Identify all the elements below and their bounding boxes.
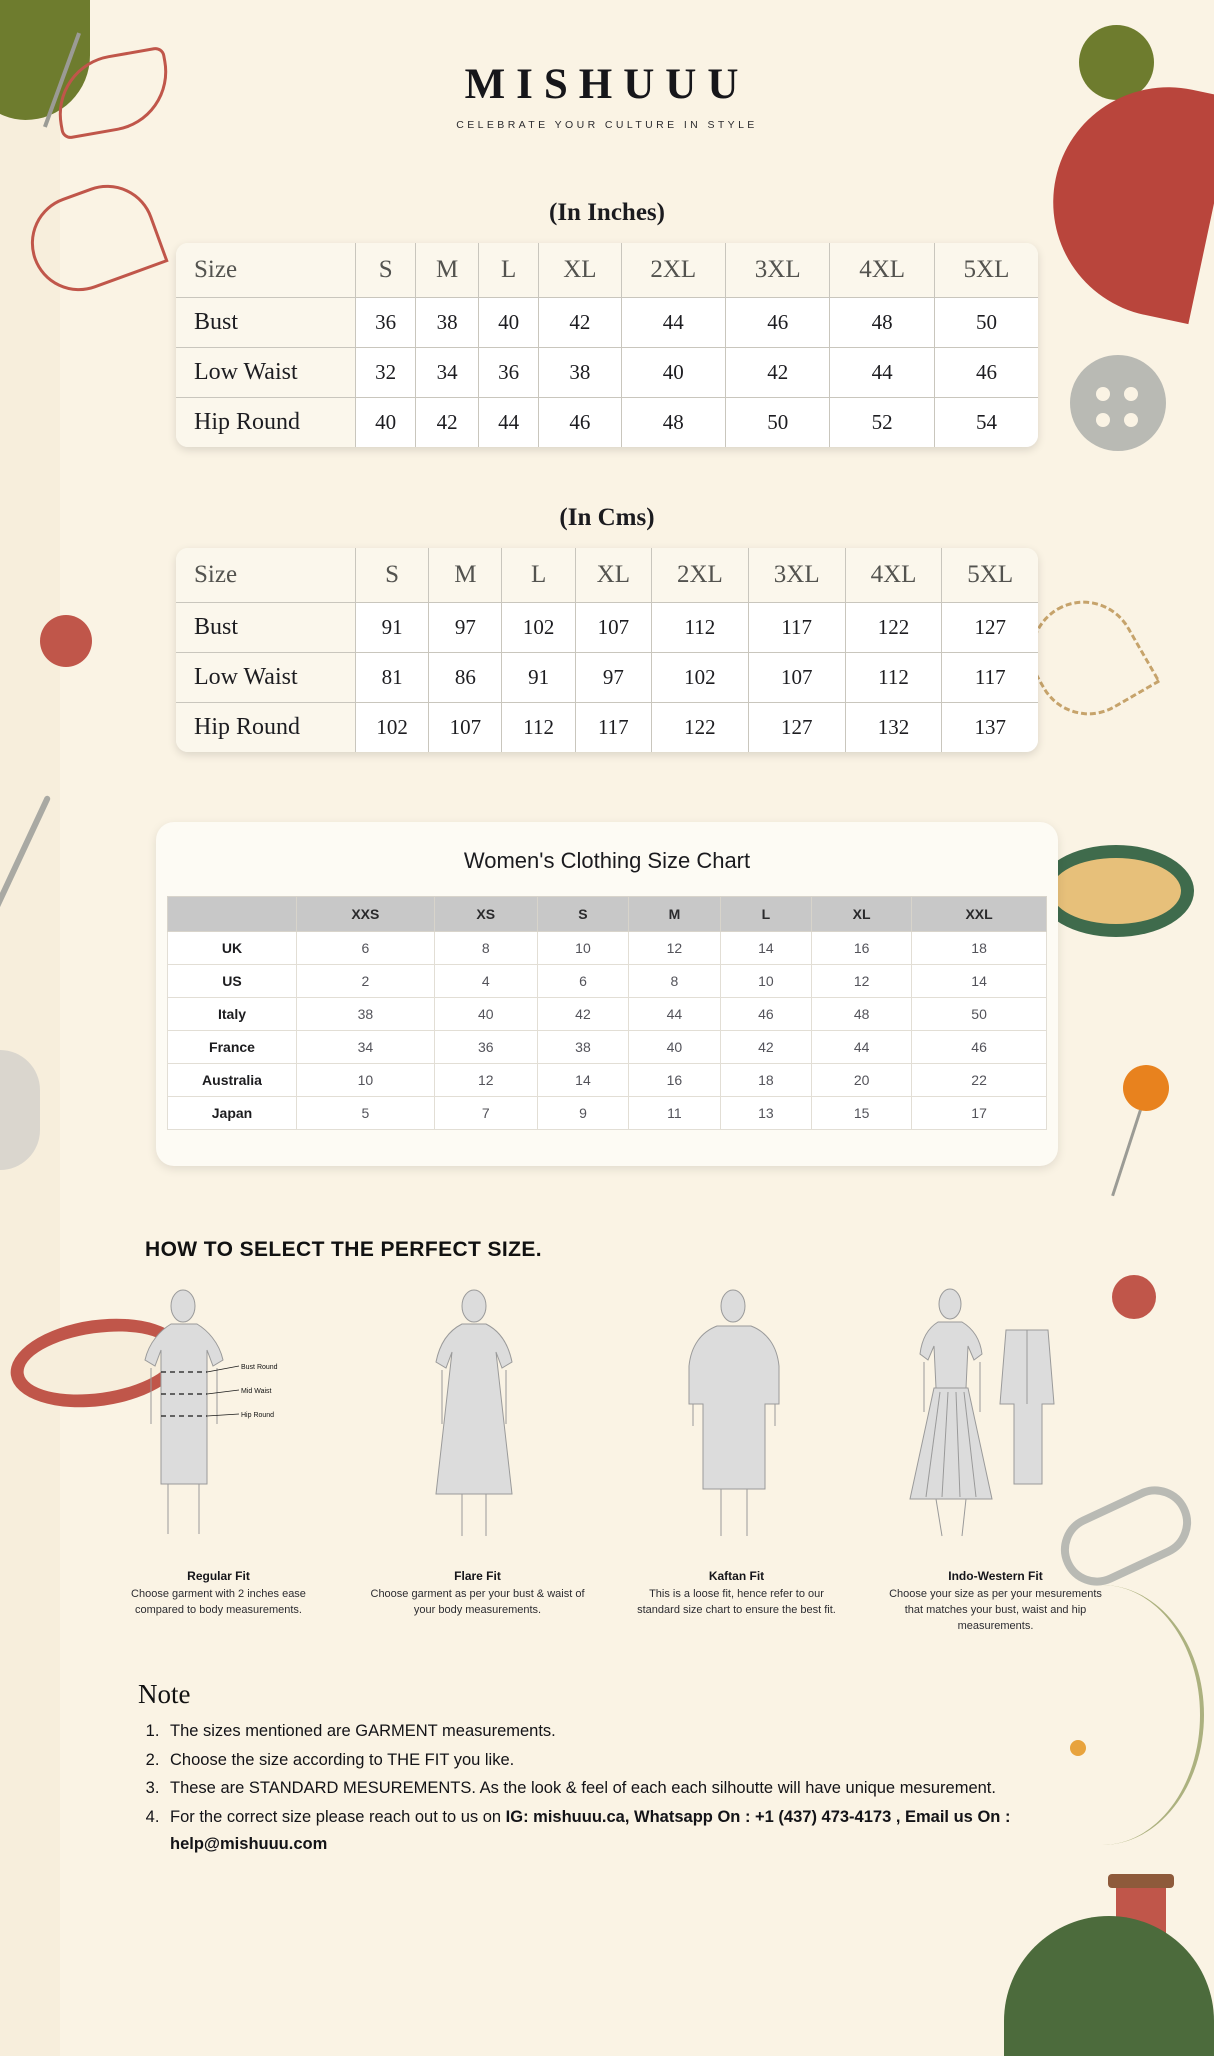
table-cell: 50 [725, 398, 829, 448]
table-cell: 40 [434, 998, 537, 1031]
row-label: Hip Round [176, 703, 356, 753]
fit-figure-indo-western [888, 1284, 1103, 1635]
column-header: XL [575, 548, 651, 603]
table-cell: 44 [478, 398, 538, 448]
table-cell: 91 [356, 603, 429, 653]
table-cell: 13 [720, 1097, 811, 1130]
table-cell: 38 [539, 348, 621, 398]
table-cell: 40 [629, 1031, 720, 1064]
column-header: S [356, 243, 416, 298]
fit-description: This is a loose fit, hence refer to our standard size chart to ensure the best fit. [637, 1588, 836, 1616]
row-label: Australia [168, 1064, 297, 1097]
table-cell: 97 [429, 603, 502, 653]
row-label: Low Waist [176, 348, 356, 398]
table-row [176, 603, 1038, 653]
table-cell: 122 [651, 703, 748, 753]
column-header: 5XL [942, 548, 1038, 603]
kaftan-fit-illustration-icon [629, 1284, 844, 1554]
table-cell: 50 [934, 298, 1038, 348]
note-text: Choose the size according to THE FIT you like. [170, 1750, 515, 1769]
note-contact-text: IG: mishuuu.ca, Whatsapp On : +1 (437) 473-4173 , Email us On : help@mishuuu.com [170, 1807, 1011, 1853]
table-cell: 81 [356, 653, 429, 703]
measure-label-bust: Bust Round [241, 1364, 278, 1371]
row-label: UK [168, 932, 297, 965]
table-cell: 36 [434, 1031, 537, 1064]
table-cell: 40 [621, 348, 725, 398]
column-header: XXS [297, 897, 435, 932]
table-cell: 48 [812, 998, 912, 1031]
row-label: Low Waist [176, 653, 356, 703]
table-cell: 12 [434, 1064, 537, 1097]
inches-title: (In Inches) [549, 199, 665, 226]
table-row [168, 1097, 1047, 1130]
regular-fit-illustration-icon [111, 1284, 326, 1554]
table-cell: 52 [830, 398, 934, 448]
cms-table-card [176, 548, 1038, 752]
column-header: L [502, 548, 575, 603]
fit-name: Regular Fit [187, 1569, 250, 1583]
table-cell: 11 [629, 1097, 720, 1130]
womens-size-table [167, 896, 1047, 1130]
table-cell: 117 [748, 603, 845, 653]
table-cell: 14 [720, 932, 811, 965]
table-row [176, 398, 1038, 448]
table-header-row [176, 243, 1038, 298]
note-section [138, 1679, 1038, 1858]
brand-tagline: CELEBRATE YOUR CULTURE IN STYLE [456, 119, 758, 131]
table-header-row [168, 897, 1047, 932]
table-cell: 112 [651, 603, 748, 653]
table-cell: 46 [720, 998, 811, 1031]
fit-figures [0, 1284, 1214, 1635]
pincushion-icon [1004, 1916, 1214, 2056]
row-label: Bust [176, 603, 356, 653]
cms-size-table [176, 548, 1038, 752]
table-header-row [176, 548, 1038, 603]
column-header: M [629, 897, 720, 932]
table-cell: 36 [356, 298, 416, 348]
inches-size-table [176, 243, 1038, 447]
table-cell: 9 [537, 1097, 628, 1130]
column-header: XL [539, 243, 621, 298]
table-cell: 16 [812, 932, 912, 965]
row-label: US [168, 965, 297, 998]
fit-name: Indo-Western Fit [948, 1569, 1043, 1583]
table-cell: 127 [748, 703, 845, 753]
row-label: Hip Round [176, 398, 356, 448]
note-text: These are STANDARD MESUREMENTS. As the look & feel of each each silhoutte will have unique mesurement. [170, 1779, 996, 1798]
table-cell: 17 [912, 1097, 1047, 1130]
column-header: Size [176, 548, 356, 603]
table-row [168, 1064, 1047, 1097]
fit-figure-flare [370, 1284, 585, 1635]
table-cell: 7 [434, 1097, 537, 1130]
table-cell: 44 [812, 1031, 912, 1064]
table-cell: 34 [297, 1031, 435, 1064]
table-cell: 14 [537, 1064, 628, 1097]
table-cell: 91 [502, 653, 575, 703]
column-header: XL [812, 897, 912, 932]
womens-chart-title: Women's Clothing Size Chart [463, 848, 751, 873]
note-list [138, 1718, 1038, 1858]
table-cell: 137 [942, 703, 1038, 753]
table-row [176, 703, 1038, 753]
cms-title: (In Cms) [559, 504, 655, 531]
column-header: 4XL [830, 243, 934, 298]
table-cell: 42 [539, 298, 621, 348]
table-row [168, 965, 1047, 998]
thread-spool-icon [1116, 1880, 1166, 1990]
column-header: L [720, 897, 811, 932]
table-cell: 48 [621, 398, 725, 448]
how-to-select-title: HOW TO SELECT THE PERFECT SIZE. [145, 1238, 543, 1261]
fit-description: Choose garment with 2 inches ease compared to body measurements. [131, 1588, 306, 1616]
column-header: 3XL [748, 548, 845, 603]
indo-western-fit-illustration-icon [888, 1284, 1103, 1554]
table-row [168, 1031, 1047, 1064]
table-row [176, 298, 1038, 348]
table-cell: 44 [621, 298, 725, 348]
row-label: Japan [168, 1097, 297, 1130]
table-cell: 44 [629, 998, 720, 1031]
table-row [176, 653, 1038, 703]
column-header: 4XL [845, 548, 942, 603]
table-cell: 8 [629, 965, 720, 998]
table-cell: 10 [537, 932, 628, 965]
brand-header [0, 0, 1214, 131]
column-header: XS [434, 897, 537, 932]
table-cell: 22 [912, 1064, 1047, 1097]
table-cell: 122 [845, 603, 942, 653]
table-cell: 34 [416, 348, 479, 398]
table-cell: 36 [478, 348, 538, 398]
fit-figure-kaftan [629, 1284, 844, 1635]
table-cell: 18 [720, 1064, 811, 1097]
flare-fit-illustration-icon [370, 1284, 585, 1554]
table-cell: 117 [942, 653, 1038, 703]
womens-size-chart-card [156, 822, 1058, 1166]
table-cell: 46 [912, 1031, 1047, 1064]
table-cell: 102 [502, 603, 575, 653]
table-cell: 32 [356, 348, 416, 398]
table-cell: 5 [297, 1097, 435, 1130]
table-cell: 10 [720, 965, 811, 998]
table-cell: 38 [297, 998, 435, 1031]
table-cell: 14 [912, 965, 1047, 998]
table-cell: 102 [356, 703, 429, 753]
column-header: S [356, 548, 429, 603]
table-cell: 42 [416, 398, 479, 448]
table-cell: 42 [720, 1031, 811, 1064]
table-cell: 107 [429, 703, 502, 753]
row-label: Italy [168, 998, 297, 1031]
table-row [168, 932, 1047, 965]
table-cell: 6 [537, 965, 628, 998]
table-cell: 16 [629, 1064, 720, 1097]
table-cell: 117 [575, 703, 651, 753]
list-item [164, 1804, 1038, 1857]
table-cell: 86 [429, 653, 502, 703]
row-label: Bust [176, 298, 356, 348]
table-cell: 48 [830, 298, 934, 348]
table-cell: 97 [575, 653, 651, 703]
table-cell: 38 [537, 1031, 628, 1064]
list-item [164, 1747, 1038, 1774]
table-cell: 2 [297, 965, 435, 998]
table-row [176, 348, 1038, 398]
note-text: The sizes mentioned are GARMENT measurements. [170, 1721, 556, 1740]
fit-description: Choose your size as per your mesurements that matches your bust, waist and hip measurements. [889, 1588, 1102, 1632]
table-cell: 12 [629, 932, 720, 965]
fit-name: Kaftan Fit [708, 1569, 765, 1583]
fit-name: Flare Fit [454, 1569, 501, 1583]
table-cell: 8 [434, 932, 537, 965]
table-cell: 4 [434, 965, 537, 998]
table-cell: 40 [356, 398, 416, 448]
column-header: Size [176, 243, 356, 298]
table-cell: 10 [297, 1064, 435, 1097]
column-header: XXL [912, 897, 1047, 932]
column-header: M [416, 243, 479, 298]
table-cell: 42 [725, 348, 829, 398]
note-title: Note [138, 1678, 191, 1709]
table-cell: 132 [845, 703, 942, 753]
table-cell: 42 [537, 998, 628, 1031]
inches-table-card [176, 243, 1038, 447]
table-cell: 20 [812, 1064, 912, 1097]
fit-figure-regular [111, 1284, 326, 1635]
table-cell: 54 [934, 398, 1038, 448]
row-label: France [168, 1031, 297, 1064]
measure-label-hip: Hip Round [241, 1412, 275, 1419]
measure-label-waist: Mid Waist [241, 1388, 272, 1395]
column-header: 2XL [651, 548, 748, 603]
table-cell: 18 [912, 932, 1047, 965]
table-cell: 107 [748, 653, 845, 703]
list-item [164, 1775, 1038, 1802]
table-cell: 46 [725, 298, 829, 348]
column-header: 5XL [934, 243, 1038, 298]
table-cell: 102 [651, 653, 748, 703]
note-text: For the correct size please reach out to us on [170, 1807, 506, 1826]
column-header: S [537, 897, 628, 932]
column-header: 2XL [621, 243, 725, 298]
brand-name: MISHUUU [464, 61, 750, 108]
table-cell: 6 [297, 932, 435, 965]
list-item [164, 1718, 1038, 1745]
table-cell: 44 [830, 348, 934, 398]
column-header: M [429, 548, 502, 603]
table-cell: 112 [502, 703, 575, 753]
column-header: L [478, 243, 538, 298]
table-cell: 12 [812, 965, 912, 998]
table-cell: 127 [942, 603, 1038, 653]
table-cell: 15 [812, 1097, 912, 1130]
table-cell: 46 [934, 348, 1038, 398]
column-header [168, 897, 297, 932]
table-row [168, 998, 1047, 1031]
table-cell: 38 [416, 298, 479, 348]
column-header: 3XL [725, 243, 829, 298]
table-cell: 50 [912, 998, 1047, 1031]
fit-description: Choose garment as per your bust & waist of your body measurements. [370, 1588, 585, 1616]
table-cell: 107 [575, 603, 651, 653]
table-cell: 112 [845, 653, 942, 703]
table-cell: 40 [478, 298, 538, 348]
table-cell: 46 [539, 398, 621, 448]
